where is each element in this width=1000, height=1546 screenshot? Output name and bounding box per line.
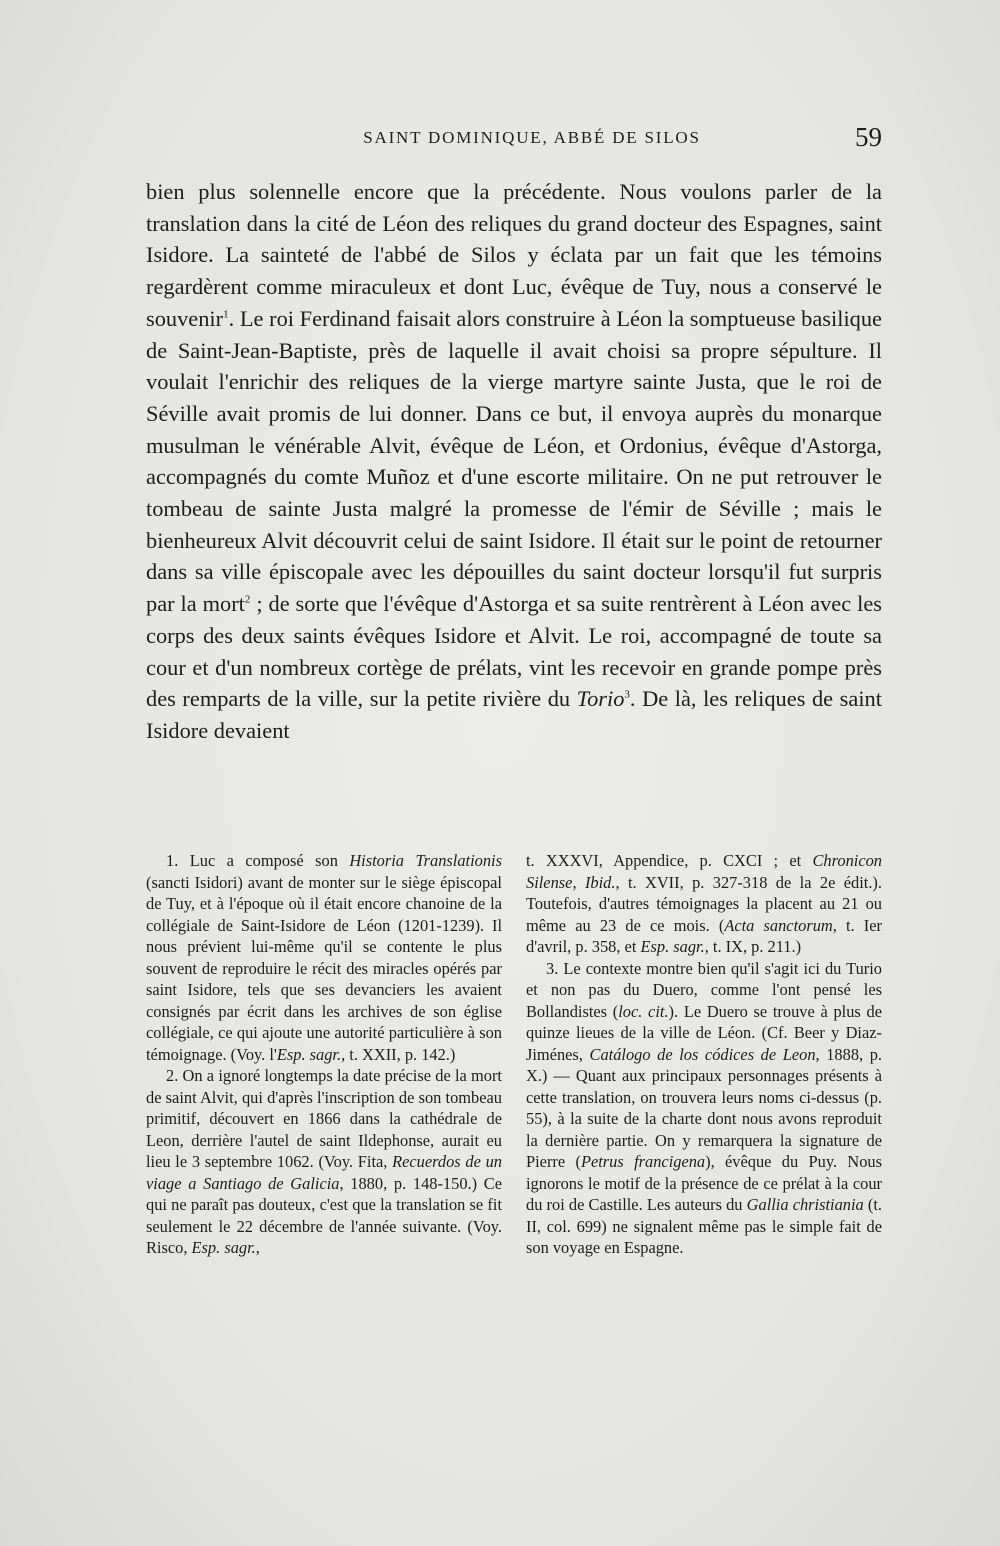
running-head: SAINT DOMINIQUE, ABBÉ DE SILOS: [363, 128, 701, 147]
fn-text: (t. II, col. 699) ne signalent même pas le simple fait de son voyage en Espagne.: [526, 1195, 882, 1257]
footnotes: [146, 850, 882, 1259]
text-segment: ; de sorte que l'évêque d'Astorga et sa suite rentrèrent à Léon avec les corps des deux saints évêques Isidore et Alvit. Le roi, accompagné de toute sa cour et d'un nombreux cortège de prélats, vint les recevoir en grande pompe près des remparts de la ville, sur la petite rivière du: [146, 591, 882, 712]
footnote-2-continued: [526, 850, 882, 958]
fn-italic: Gallia christiania: [746, 1195, 864, 1214]
fn-italic: Historia Translationis: [349, 851, 502, 870]
fn-text: (sancti Isidori) avant de monter sur le siège épiscopal de Tuy, et à l'époque où il était encore chanoine de la collégiale de Saint-Isidore de Léon (1201-1239). Il nous prévient lui-même qu'il se contente le plus souvent de reproduire le récit des miracles opérés par saint Isidore, tels que ses devanciers les avaient consignés par écrit dans les archives de son église collégiale, ce qui ajoute une autorité particulière à son témoignage. (Voy. l': [146, 872, 502, 1064]
fn-italic: Recuerdos de un viage a Santiago de Galicia: [146, 1152, 502, 1193]
main-paragraph: [146, 176, 882, 747]
fn-italic: loc. cit.: [618, 1001, 669, 1021]
footnote-column-left: [146, 850, 502, 1259]
text-segment: . Le roi Ferdinand faisait alors construire à Léon la somptueuse basilique de Saint-Jean-Baptiste, près de laquelle il avait choisi sa propre sépulture. Il voulait l'enrichir des reliques de la vierge martyre sainte Justa, que le roi de Séville avait promis de lui donner. Dans ce but, il envoya auprès du monarque musulman le vénérable Alvit, évêque de Léon, et Ordonius, évêque d'Astorga, accompagnés du comte Muñoz et d'une escorte militaire. On ne put retrouver le tombeau de sainte Justa malgré la promesse de l'émir de Séville ; mais le bienheureux Alvit découvrit celui de saint Isidore. Il était sur le point de retourner dans sa ville épiscopale avec les dépouilles du saint docteur lorsqu'il fut surpris par la mort: [146, 305, 882, 617]
footnote-3: [526, 958, 882, 1259]
fn-italic: Esp. sagr.: [276, 1044, 342, 1064]
fn-text: , t. Ier d'avril, p. 358, et: [526, 915, 882, 956]
fn-text: , 1888, p. X.) — Quant aux principaux personnages présents à cette translation, on trouvera leurs noms ci-dessus (p. 55), à la suite de la charte dont nous avons reproduit la dernière partie. On y remarquera la signature de Pierre (: [526, 1044, 882, 1171]
footnote-ref-1: 1: [223, 308, 229, 321]
footnote-ref-2: 2: [244, 593, 251, 606]
fn-italic: Catálogo de los códices de Leon: [589, 1044, 816, 1064]
fn-italic: Acta sanctorum: [724, 915, 833, 935]
fn-text: 3. Le contexte montre bien qu'il s'agit ici du Turio et non pas du Duero, comme l'ont pensé les Bollandistes (: [526, 958, 882, 1021]
fn-text: 2. On a ignoré longtemps la date précise de la mort de saint Alvit, qui d'après l'inscription de son tombeau primitif, découvert en 1866 dans la cathédrale de Leon, derrière l'autel de saint Ildephonse, aurait eu lieu le 3 septembre 1062. (Voy. Fita,: [146, 1066, 502, 1171]
fn-text: ), évêque du Puy. Nous ignorons le motif de la présence de ce prélat à la cour du roi de Castille. Les auteurs du: [526, 1152, 882, 1214]
italic-term: Torio: [576, 686, 625, 712]
footnote-2: [146, 1065, 502, 1259]
main-text: [146, 176, 882, 747]
fn-text: ,: [572, 872, 585, 892]
fn-italic: Petrus francigena: [580, 1152, 706, 1171]
fn-text: , 1880, p. 148-150.) Ce qui ne paraît pas douteux, c'est que la translation se fit seulement le 22 décembre de l'année suivante. (Voy. Risco,: [146, 1173, 502, 1257]
page-number: 59: [855, 122, 882, 152]
footnote-ref-3: 3: [624, 688, 630, 701]
fn-text: 1. Luc a composé son: [166, 851, 350, 870]
fn-text: ,: [255, 1238, 260, 1257]
footnote-column-right: [526, 850, 882, 1259]
footnote-1: [146, 850, 502, 1065]
text-segment: bien plus solennelle encore que la précédente. Nous voulons parler de la translation dans la cité de Léon des reliques du grand docteur des Espagnes, saint Isidore. La sainteté de l'abbé de Silos y éclata par un fait que les témoins regardèrent comme miraculeux et dont Luc, évêque de Tuy, nous a conservé le souvenir: [146, 179, 882, 331]
fn-italic: Chronicon Silense: [526, 851, 882, 892]
fn-italic: Esp. sagr.: [191, 1238, 256, 1257]
fn-italic: Esp. sagr.: [640, 937, 705, 956]
page-header: [146, 122, 882, 158]
fn-italic: Ibid.: [584, 872, 616, 892]
text-segment: . De là, les reliques de saint Isidore devaient: [146, 686, 882, 743]
fn-text: t. XXXVI, Appendice, p. CXCI ; et: [526, 851, 813, 870]
fn-text: , t. IX, p. 211.): [704, 937, 802, 956]
fn-text: , t. XXII, p. 142.): [341, 1044, 456, 1064]
fn-text: ). Le Duero se trouve à plus de quinze lieues de la ville de Léon. (Cf. Beer y Diaz-Jiménes,: [526, 1001, 882, 1064]
fn-text: , t. XVII, p. 327-318 de la 2e édit.). Toutefois, d'autres témoignages la placent au 21 ou même au 23 de ce mois. (: [526, 872, 882, 935]
